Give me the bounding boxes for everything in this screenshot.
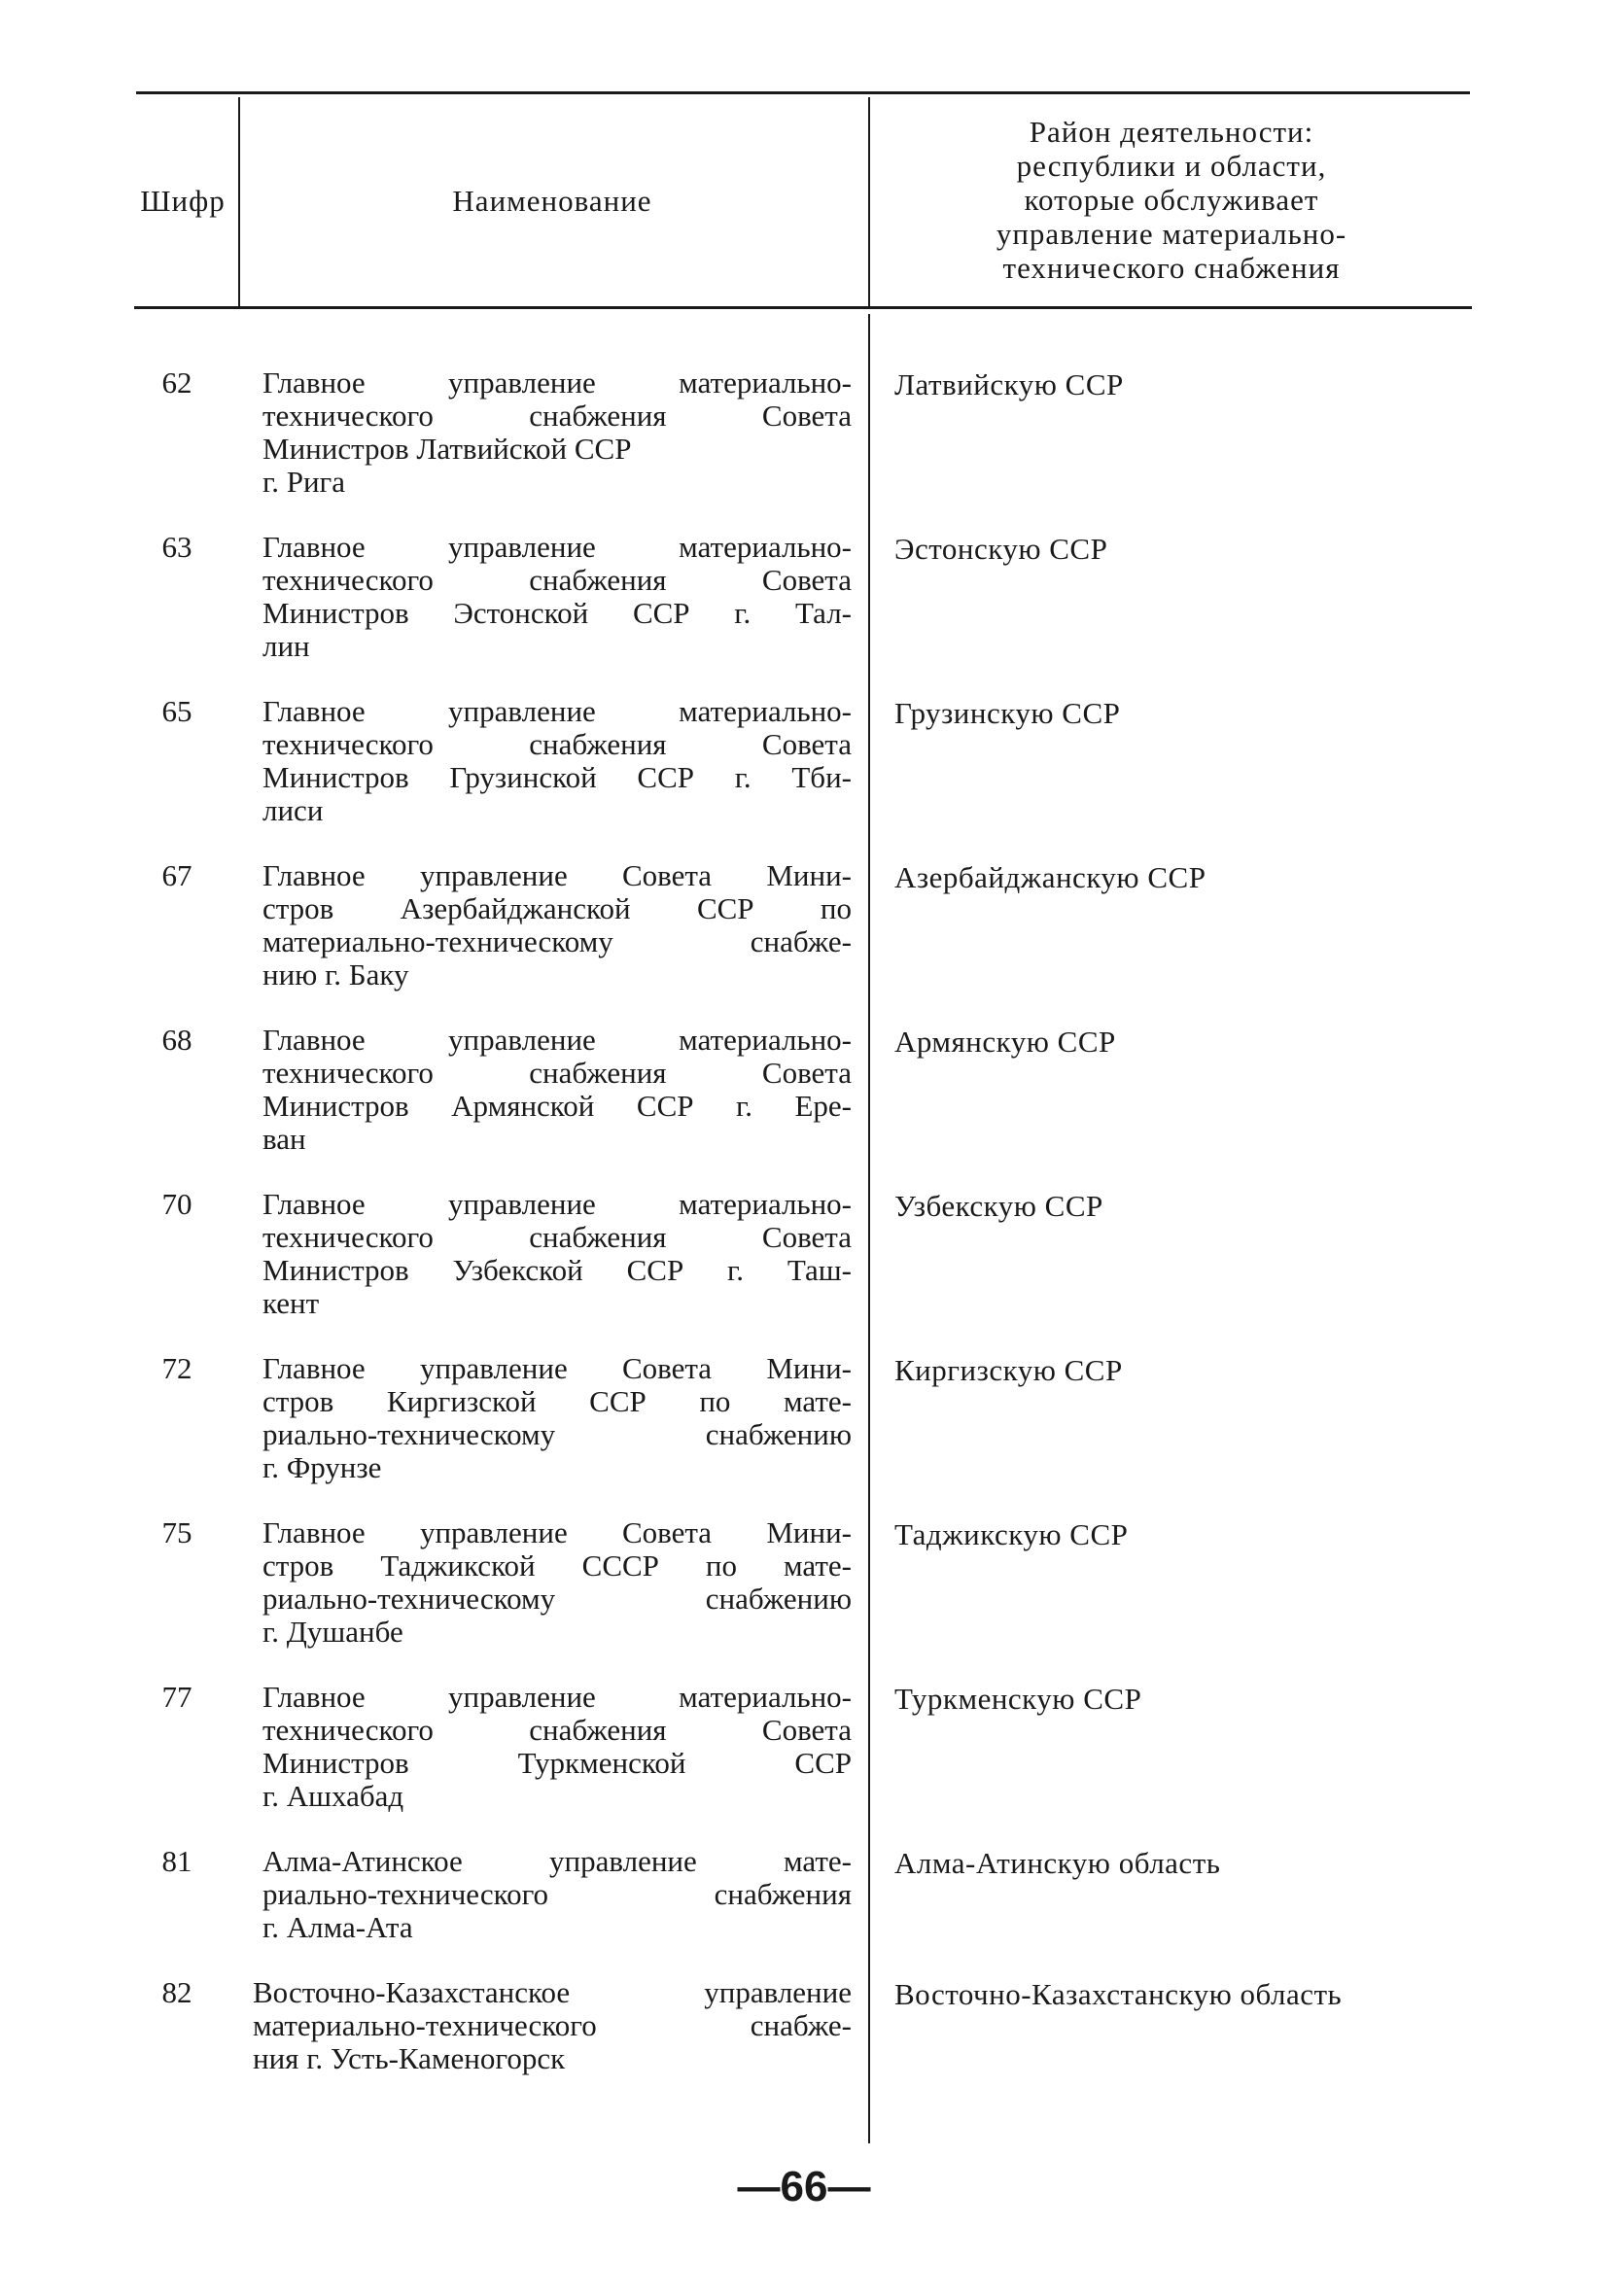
row-code: 62 xyxy=(161,365,192,400)
row-area: Узбекскую ССР xyxy=(894,1189,1103,1223)
row-name-line: лин xyxy=(262,629,310,663)
table-row xyxy=(128,531,1489,663)
header-name: Наименование xyxy=(452,183,652,218)
row-area: Армянскую ССР xyxy=(894,1025,1116,1059)
row-name-line: г. Фрунзе xyxy=(262,1450,382,1484)
row-name xyxy=(262,1024,852,1156)
row-area: Киргизскую ССР xyxy=(894,1353,1123,1387)
row-name xyxy=(262,531,852,663)
row-name xyxy=(262,366,852,499)
row-name-line: г. Алма-Ата xyxy=(262,1910,413,1944)
table-row xyxy=(128,859,1489,991)
row-name xyxy=(262,695,852,827)
row-name-line: технического снабжения Совета xyxy=(262,1713,852,1747)
table-row xyxy=(128,1024,1489,1156)
row-code: 81 xyxy=(161,1844,192,1878)
row-name-line: лиси xyxy=(262,793,324,827)
row-name-line: технического снабжения Совета xyxy=(262,399,852,433)
table-row xyxy=(128,1352,1489,1484)
page-number: —66— xyxy=(737,2163,871,2210)
row-name xyxy=(253,1976,852,2075)
row-name-line: г. Ашхабад xyxy=(262,1779,404,1813)
row-name-line: г. Душанбе xyxy=(262,1615,403,1649)
header-area xyxy=(875,107,1468,292)
row-name xyxy=(262,859,852,991)
table-row xyxy=(128,1188,1489,1320)
row-area: Эстонскую ССР xyxy=(894,532,1108,566)
row-name-line: Главное управление материально- xyxy=(262,1187,852,1221)
row-name-line: г. Рига xyxy=(262,465,346,499)
row-name-line: нию г. Баку xyxy=(262,957,409,991)
table-body xyxy=(128,366,1489,2107)
row-name-line: Восточно-Казахстанское управление xyxy=(253,1975,852,2009)
table-row xyxy=(128,1516,1489,1649)
row-name-line: Министров Туркменской ССР xyxy=(262,1746,852,1780)
header-area-line: Район деятельности: xyxy=(1029,114,1314,149)
row-name-line: стров Таджикской СССР по мате- xyxy=(262,1548,852,1583)
header-area-line: которые обслуживает xyxy=(1024,182,1319,217)
row-name-line: материально-технического снабже- xyxy=(253,2008,852,2042)
table-row xyxy=(128,1845,1489,1944)
header-area-line: республики и области, xyxy=(1016,148,1327,183)
header-bottom-rule xyxy=(134,306,1472,309)
row-name xyxy=(262,1188,852,1320)
header-code: Шифр xyxy=(140,183,226,218)
row-name-line: Министров Грузинской ССР г. Тби- xyxy=(262,760,852,794)
row-name-line: Министров Узбекской ССР г. Таш- xyxy=(262,1253,852,1287)
row-name-line: Главное управление материально- xyxy=(262,1023,852,1057)
row-name-line: Алма-Атинское управление мате- xyxy=(262,1844,852,1878)
row-name-line: Главное управление материально- xyxy=(262,365,852,400)
header-area-line: технического снабжения xyxy=(1002,250,1341,285)
row-code: 63 xyxy=(161,530,192,564)
row-name-line: Главное управление Совета Мини- xyxy=(262,858,852,892)
row-area: Грузинскую ССР xyxy=(894,696,1121,730)
row-name xyxy=(262,1681,852,1813)
row-code: 65 xyxy=(161,694,192,728)
row-area: Восточно-Казахстанскую область xyxy=(894,1977,1343,2011)
table-row xyxy=(128,1681,1489,1813)
row-name-line: Главное управление Совета Мини- xyxy=(262,1351,852,1385)
row-name-line: ния г. Усть-Каменогорск xyxy=(253,2041,566,2075)
row-code: 77 xyxy=(161,1680,192,1714)
row-name-line: риально-технического снабжения xyxy=(262,1877,852,1911)
row-area: Азербайджанскую ССР xyxy=(894,860,1206,894)
row-name-line: кент xyxy=(262,1286,320,1320)
row-area: Таджикскую ССР xyxy=(894,1517,1129,1551)
row-area: Туркменскую ССР xyxy=(894,1682,1142,1716)
row-code: 70 xyxy=(161,1187,192,1221)
row-name-line: ван xyxy=(262,1122,306,1156)
row-name-line: Главное управление материально- xyxy=(262,1680,852,1714)
row-name-line: Главное управление материально- xyxy=(262,530,852,564)
row-name xyxy=(262,1516,852,1649)
header-divider-name xyxy=(868,97,870,306)
row-code: 75 xyxy=(161,1515,192,1549)
row-name-line: Министров Латвийской ССР xyxy=(262,432,632,466)
row-name-line: стров Киргизской ССР по мате- xyxy=(262,1384,852,1418)
row-name-line: материально-техническому снабже- xyxy=(262,924,852,958)
row-code: 72 xyxy=(161,1351,192,1385)
row-name-line: риально-техническому снабжению xyxy=(262,1582,852,1616)
header-area-line: управление материально- xyxy=(996,216,1347,251)
row-name-line: технического снабжения Совета xyxy=(262,1220,852,1254)
row-name-line: Министров Армянской ССР г. Ере- xyxy=(262,1089,852,1123)
row-name-line: технического снабжения Совета xyxy=(262,727,852,761)
table-row xyxy=(128,1976,1489,2075)
row-code: 68 xyxy=(161,1023,192,1057)
row-code: 82 xyxy=(161,1975,192,2009)
row-name-line: стров Азербайджанской ССР по xyxy=(262,891,852,925)
row-name xyxy=(262,1352,852,1484)
row-name-line: технического снабжения Совета xyxy=(262,1056,852,1090)
table-row xyxy=(128,366,1489,499)
row-name-line: риально-техническому снабжению xyxy=(262,1417,852,1451)
row-name-line: Министров Эстонской ССР г. Тал- xyxy=(262,596,852,630)
row-code: 67 xyxy=(161,858,192,892)
row-name-line: Главное управление Совета Мини- xyxy=(262,1515,852,1549)
row-area: Алма-Атинскую область xyxy=(894,1846,1221,1880)
header-divider-code xyxy=(238,97,240,306)
row-name-line: Главное управление материально- xyxy=(262,694,852,728)
row-area: Латвийскую ССР xyxy=(894,367,1124,401)
table-top-rule xyxy=(136,91,1470,94)
row-name xyxy=(262,1845,852,1944)
row-name-line: технического снабжения Совета xyxy=(262,563,852,597)
table-row xyxy=(128,695,1489,827)
